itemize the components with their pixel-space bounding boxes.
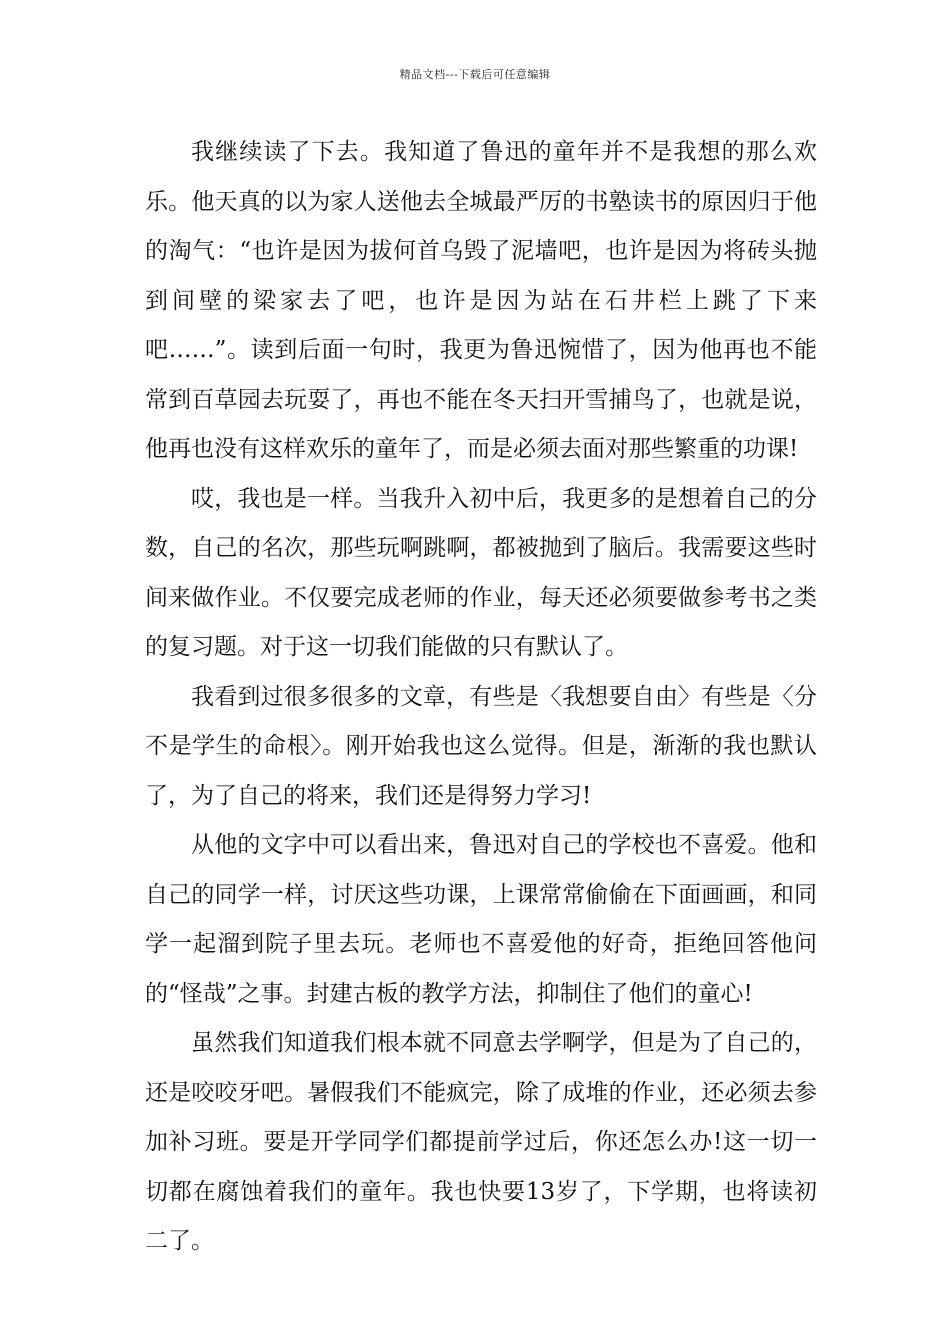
paragraph: 哎，我也是一样。当我升入初中后，我更多的是想着自己的分数，自己的名次，那些玩啊跳啊，都被抛到了脑后。我需要这些时间来做作业。不仅要完成老师的作业，每天还必须要做参考书之类的复习题。对于这一切我们能做的只有默认了。: [145, 485, 817, 660]
document-body: [145, 128, 817, 1267]
page-header: 精品文档---下载后可任意编辑: [399, 68, 551, 81]
paragraph: 我继续读了下去。我知道了鲁迅的童年并不是我想的那么欢乐。他天真的以为家人送他去全城最严厉的书塾读书的原因归于他的淘气：“也许是因为拔何首乌毁了泥墙吧，也许是因为将砖头抛到间壁的梁家去了吧，也许是因为站在石井栏上跳了下来吧……”。读到后面一句时，我更为鲁迅惋惜了，因为他再也不能常到百草园去玩耍了，再也不能在冬天扫开雪捕鸟了，也就是说，他再也没有这样欢乐的童年了，而是必须去面对那些繁重的功课!: [145, 139, 817, 462]
paragraph: 从他的文字中可以看出来，鲁迅对自己的学校也不喜爱。他和自己的同学一样，讨厌这些功课，上课常常偷偷在下面画画，和同学一起溜到院子里去玩。老师也不喜爱他的好奇，拒绝回答他问的“怪哉”之事。封建古板的教学方法，抑制住了他们的童心!: [145, 832, 817, 1007]
paragraph: 虽然我们知道我们根本就不同意去学啊学，但是为了自己的，还是咬咬牙吧。暑假我们不能疯完，除了成堆的作业，还必须去参加补习班。要是开学同学们都提前学过后，你还怎么办!这一切一切都在腐蚀着我们的童年。我也快要13岁了，下学期，也将读初二了。: [145, 1030, 817, 1254]
paragraph: 我看到过很多很多的文章，有些是〈我想要自由〉有些是〈分不是学生的命根〉。刚开始我也这么觉得。但是，渐渐的我也默认了，为了自己的将来，我们还是得努力学习!: [145, 683, 817, 809]
